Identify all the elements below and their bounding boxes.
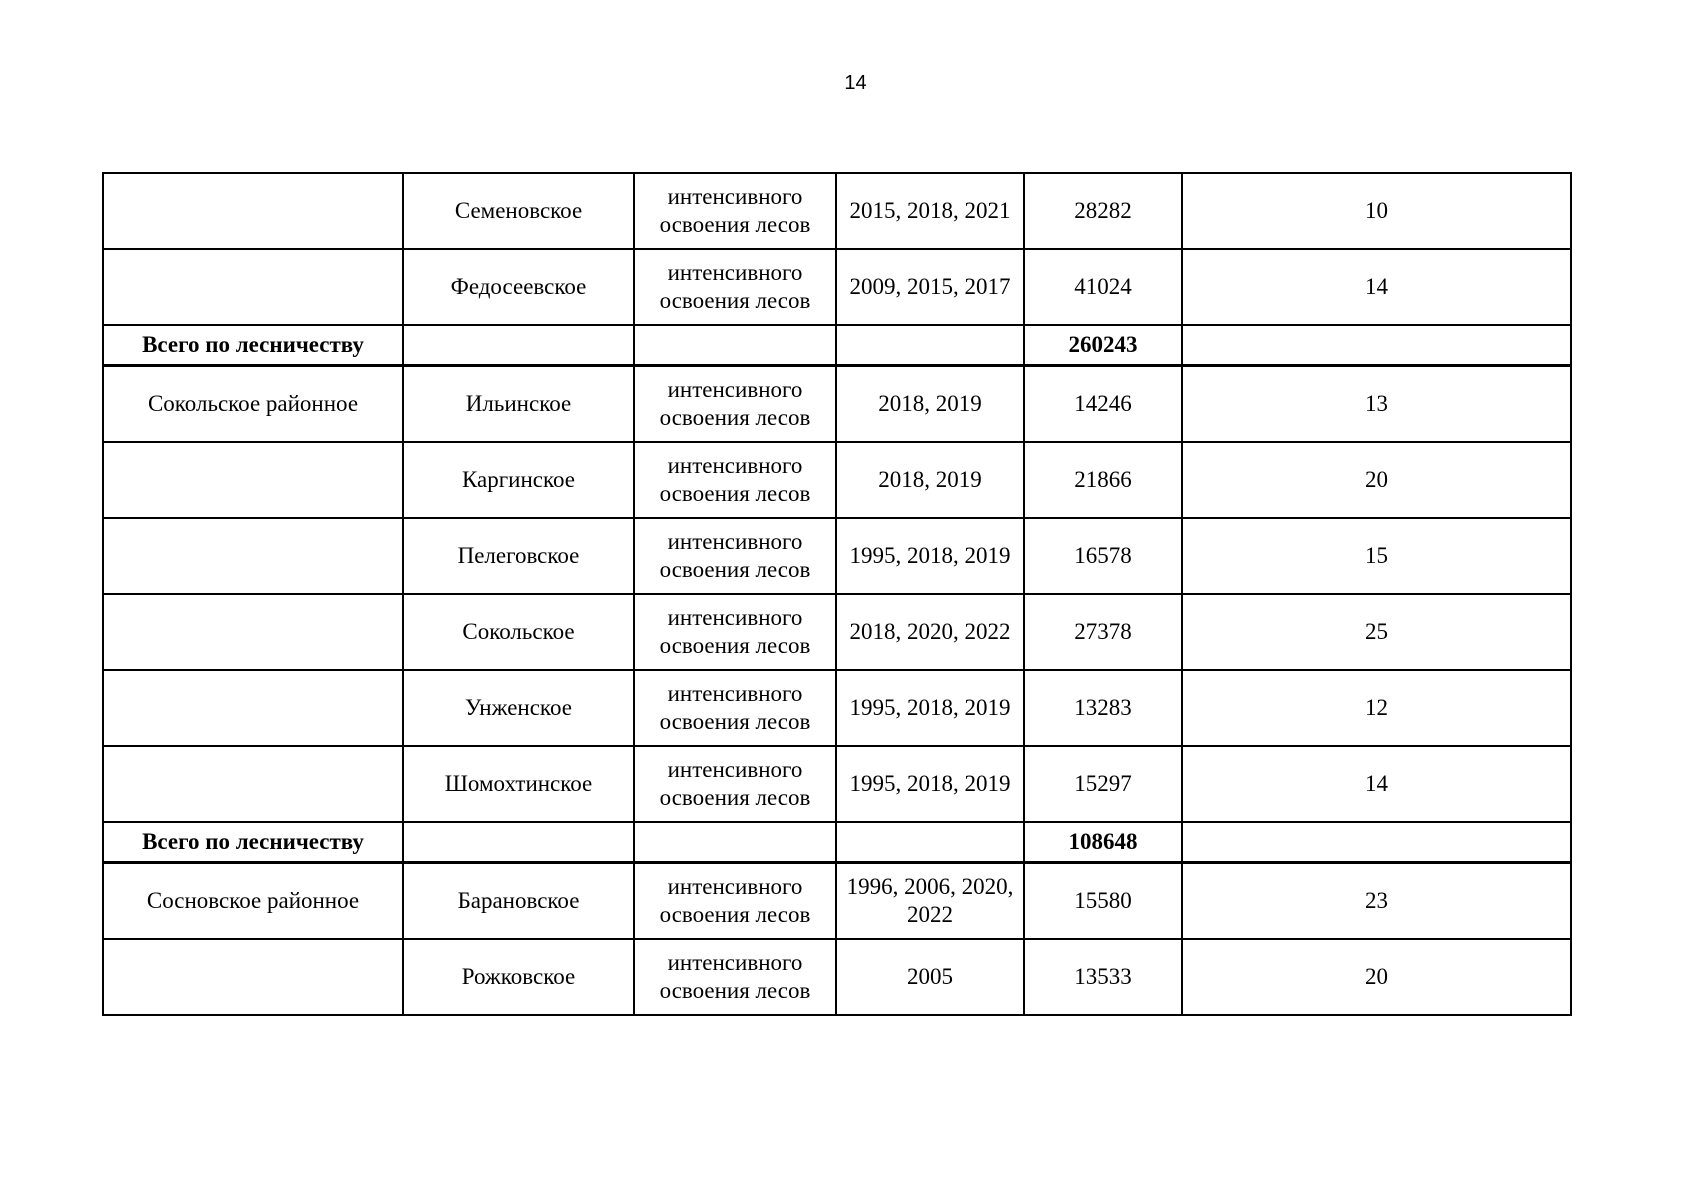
forestry-cell: Всего по лесничеству (103, 325, 403, 366)
count-cell: 13 (1182, 366, 1571, 443)
inventory-years-cell: 1995, 2018, 2019 (836, 746, 1024, 822)
forestry-cell (103, 173, 403, 249)
area-cell: 108648 (1024, 822, 1182, 863)
forest-zone-cell: интенсивного освоения лесов (634, 939, 836, 1015)
table-total-row (103, 822, 1571, 863)
table-total-row (103, 325, 1571, 366)
district-forestry-cell: Шомохтинское (403, 746, 634, 822)
area-cell: 13533 (1024, 939, 1182, 1015)
page-number: 14 (844, 72, 867, 94)
table-row (103, 863, 1571, 940)
district-forestry-cell: Рожковское (403, 939, 634, 1015)
count-cell: 14 (1182, 249, 1571, 325)
forestry-table (102, 172, 1572, 1016)
table-row (103, 746, 1571, 822)
area-cell: 27378 (1024, 594, 1182, 670)
inventory-years-cell: 2018, 2019 (836, 442, 1024, 518)
table-row (103, 939, 1571, 1015)
forestry-cell (103, 594, 403, 670)
table-row (103, 366, 1571, 443)
table-row (103, 249, 1571, 325)
forest-zone-cell (634, 822, 836, 863)
forestry-cell (103, 442, 403, 518)
forest-zone-cell: интенсивного освоения лесов (634, 670, 836, 746)
forest-zone-cell: интенсивного освоения лесов (634, 518, 836, 594)
forestry-cell (103, 670, 403, 746)
area-cell: 13283 (1024, 670, 1182, 746)
table-row (103, 594, 1571, 670)
area-cell: 15297 (1024, 746, 1182, 822)
inventory-years-cell: 2005 (836, 939, 1024, 1015)
district-forestry-cell (403, 325, 634, 366)
forestry-cell (103, 746, 403, 822)
count-cell: 20 (1182, 939, 1571, 1015)
district-forestry-cell: Сокольское (403, 594, 634, 670)
table-row (103, 518, 1571, 594)
district-forestry-cell: Каргинское (403, 442, 634, 518)
forest-zone-cell: интенсивного освоения лесов (634, 173, 836, 249)
forestry-cell (103, 939, 403, 1015)
district-forestry-cell: Семеновское (403, 173, 634, 249)
forest-zone-cell: интенсивного освоения лесов (634, 746, 836, 822)
count-cell: 23 (1182, 863, 1571, 940)
area-cell: 41024 (1024, 249, 1182, 325)
count-cell: 25 (1182, 594, 1571, 670)
table-row (103, 173, 1571, 249)
inventory-years-cell (836, 325, 1024, 366)
forest-zone-cell: интенсивного освоения лесов (634, 442, 836, 518)
forest-zone-cell: интенсивного освоения лесов (634, 594, 836, 670)
inventory-years-cell: 1995, 2018, 2019 (836, 518, 1024, 594)
area-cell: 28282 (1024, 173, 1182, 249)
inventory-years-cell: 2018, 2020, 2022 (836, 594, 1024, 670)
count-cell (1182, 325, 1571, 366)
district-forestry-cell: Пелеговское (403, 518, 634, 594)
area-cell: 260243 (1024, 325, 1182, 366)
inventory-years-cell (836, 822, 1024, 863)
area-cell: 15580 (1024, 863, 1182, 940)
district-forestry-cell: Барановское (403, 863, 634, 940)
forestry-cell: Сокольское районное (103, 366, 403, 443)
inventory-years-cell: 2015, 2018, 2021 (836, 173, 1024, 249)
district-forestry-cell: Унженское (403, 670, 634, 746)
forestry-cell: Сосновское районное (103, 863, 403, 940)
count-cell: 12 (1182, 670, 1571, 746)
forest-zone-cell: интенсивного освоения лесов (634, 366, 836, 443)
count-cell (1182, 822, 1571, 863)
district-forestry-cell: Ильинское (403, 366, 634, 443)
count-cell: 10 (1182, 173, 1571, 249)
forest-zone-cell (634, 325, 836, 366)
area-cell: 16578 (1024, 518, 1182, 594)
inventory-years-cell: 1996, 2006, 2020, 2022 (836, 863, 1024, 940)
forest-zone-cell: интенсивного освоения лесов (634, 249, 836, 325)
forest-zone-cell: интенсивного освоения лесов (634, 863, 836, 940)
table-body (103, 173, 1571, 1015)
inventory-years-cell: 1995, 2018, 2019 (836, 670, 1024, 746)
district-forestry-cell: Федосеевское (403, 249, 634, 325)
forestry-cell: Всего по лесничеству (103, 822, 403, 863)
count-cell: 14 (1182, 746, 1571, 822)
inventory-years-cell: 2018, 2019 (836, 366, 1024, 443)
forestry-cell (103, 249, 403, 325)
count-cell: 20 (1182, 442, 1571, 518)
inventory-years-cell: 2009, 2015, 2017 (836, 249, 1024, 325)
district-forestry-cell (403, 822, 634, 863)
table-row (103, 670, 1571, 746)
area-cell: 14246 (1024, 366, 1182, 443)
table-row (103, 442, 1571, 518)
area-cell: 21866 (1024, 442, 1182, 518)
count-cell: 15 (1182, 518, 1571, 594)
forestry-cell (103, 518, 403, 594)
